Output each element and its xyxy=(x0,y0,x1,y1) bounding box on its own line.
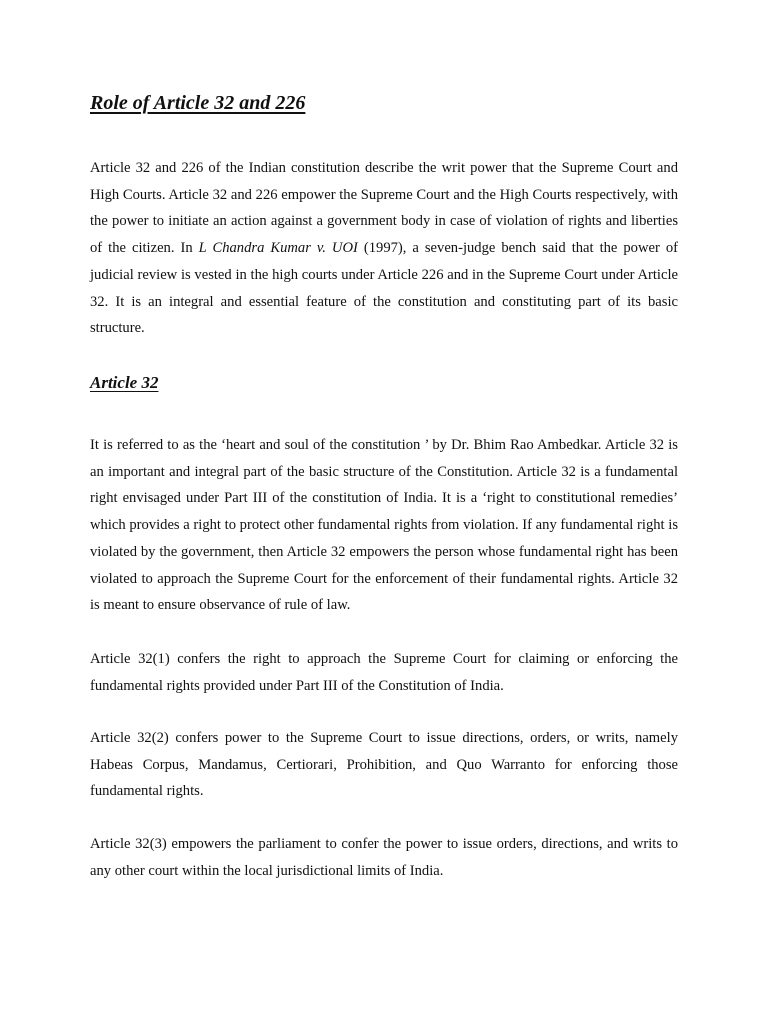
paragraph-article-32-3: Article 32(3) empowers the parliament to confer the power to issue orders, directions, and writs to any other court within the local jurisdictional limits of India. xyxy=(90,836,678,879)
intro-paragraph xyxy=(90,155,678,342)
paragraph-article-32-1: Article 32(1) confers the right to approach the Supreme Court for claiming or enforcing the fundamental rights provided under Part III of the Constitution of India. xyxy=(90,651,678,694)
paragraph-article-32-overview: It is referred to as the ‘heart and soul of the constitution ’ by Dr. Bhim Rao Ambedkar. Article 32 is an important and integral part of the basic structure of the Constitution. Article 32 is a fundamental right envisaged under Part III of the constitution of India. It is a ‘right to constitutional remedies’ which provides a right to protect other fundamental rights from violation. If any fundamental right is violated by the government, then Article 32 empowers the person whose fundamental right has been violated to approach the Supreme Court for the enforcement of their fundamental rights. Article 32 is meant to ensure observance of rule of law. xyxy=(90,437,678,614)
paragraph-article-32-2: Article 32(2) confers power to the Supreme Court to issue directions, orders, or writs, namely Habeas Corpus, Mandamus, Certiorari, Prohibition, and Quo Warranto for enforcing those fundamental rights. xyxy=(90,730,678,800)
document-title: Role of Article 32 and 226 xyxy=(90,92,306,114)
case-name: L Chandra Kumar v. UOI xyxy=(198,240,358,257)
intro-text-part2: (1997), a seven-judge bench said that the power of judicial review is vested in the high courts under Article 226 and in the Supreme Court under Article 32. It is an integral and essential feature of the constitution and constituting part of its basic structure. xyxy=(90,240,678,337)
intro-text-part1: Article 32 and 226 of the Indian constitution describe the writ power that the Supreme Court and High Courts. Article 32 and 226 empower the Supreme Court and the High Courts respectively, with the power to initiate an action against a government body in case of violation of rights and liberties of the citizen. In xyxy=(90,160,678,257)
section-heading-article-32: Article 32 xyxy=(90,373,159,392)
